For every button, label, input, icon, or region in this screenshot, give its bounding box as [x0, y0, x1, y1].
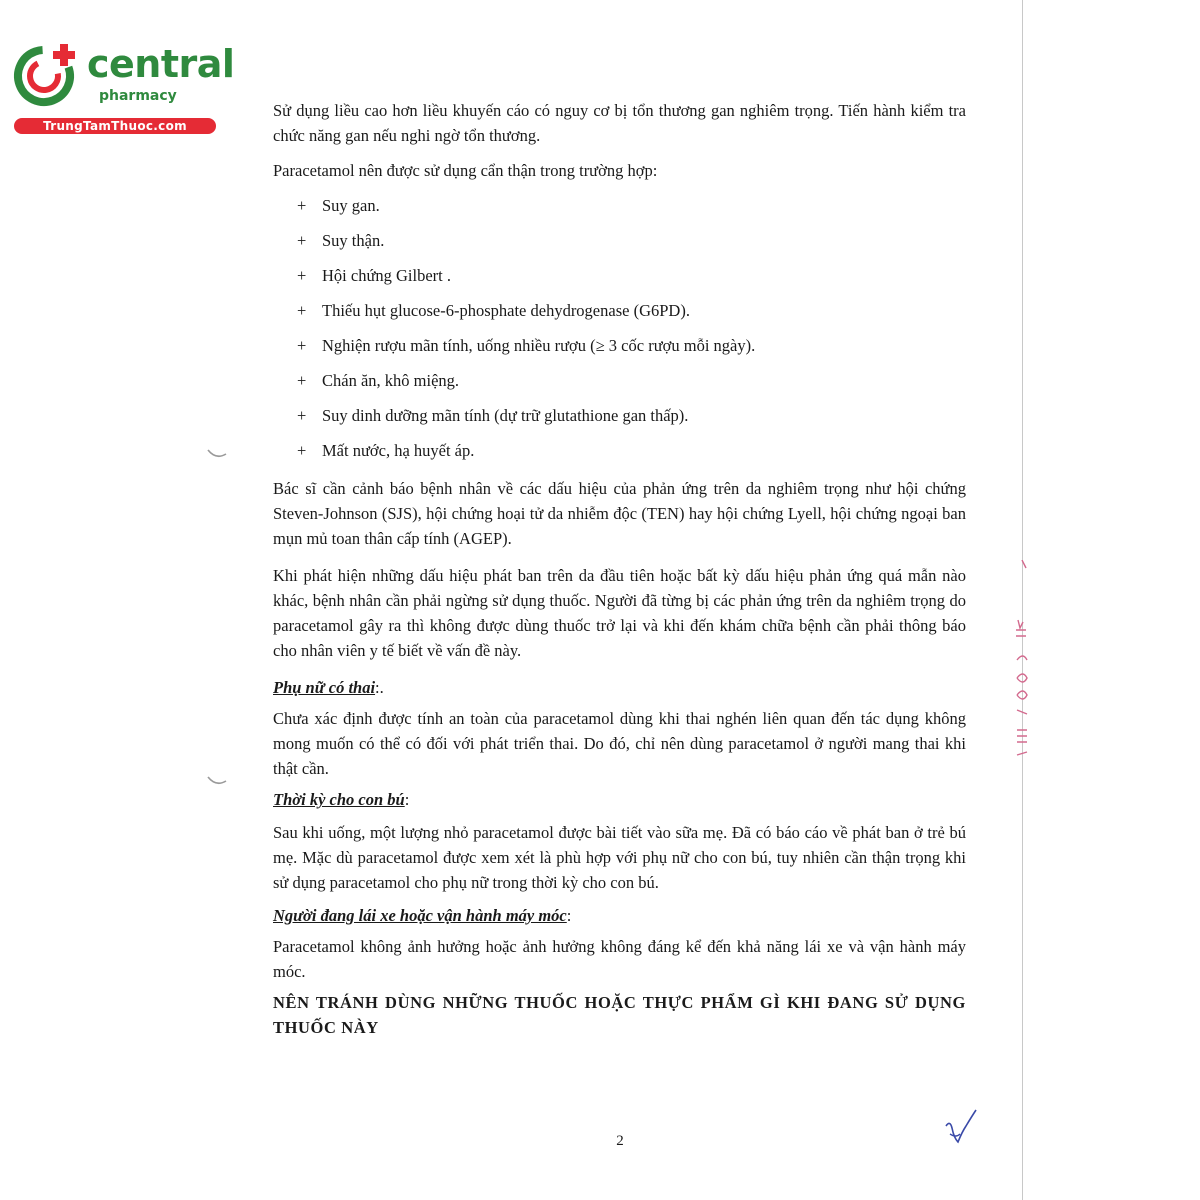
list-item: [273, 368, 966, 403]
bullet-mark: +: [297, 406, 307, 425]
paragraph-skin-warning: Bác sĩ cần cảnh báo bệnh nhân về các dấu hiệu của phản ứng trên da nghiêm trọng như hội chứng Steven-Johnson (SJS), hội chứng hoại tử da nhiễm độc (TEN) hay hội chứng Lyell, hội chứng ngoại ban mụn mủ toan thân cấp tính (AGEP).: [273, 479, 966, 548]
central-pharmacy-logo: [10, 38, 235, 136]
section-heading: NÊN TRÁNH DÙNG NHỮNG THUỐC HOẶC THỰC PHẨM GÌ KHI ĐANG SỬ DỤNG THUỐC NÀY: [273, 993, 966, 1037]
bullet-mark: +: [297, 371, 307, 390]
driving-heading-text: Người đang lái xe hoặc vận hành máy móc: [273, 906, 567, 925]
list-item: [273, 438, 966, 466]
paragraph-rash-action: Khi phát hiện những dấu hiệu phát ban trên da đầu tiên hoặc bất kỳ dấu hiệu phản ứng quá mẫn nào khác, bệnh nhân cần phải ngừng sử dụng thuốc. Người đã từng bị các phản ứng trên da nghiêm trọng do paracetamol gây ra thì không được dùng thuốc trở lại và khi đến khám chữa bệnh cần phải thông báo cho nhân viên y tế biết về vấn đề này.: [273, 566, 966, 660]
bullet-mark: +: [297, 196, 307, 215]
document-body: [273, 98, 966, 1040]
bullet-mark: +: [297, 336, 307, 355]
bullet-mark: +: [297, 231, 307, 250]
caution-list: [273, 193, 966, 466]
breastfeeding-body: Sau khi uống, một lượng nhỏ paracetamol được bài tiết vào sữa mẹ. Đã có báo cáo về phát ban ở trẻ bú mẹ. Mặc dù paracetamol được xem xét là phù hợp với phụ nữ cho con bú, tuy nhiên cần thận trọng khi sử dụng paracetamol cho phụ nữ trong thời kỳ cho con bú.: [273, 823, 966, 892]
breastfeeding-heading: [273, 787, 966, 812]
pregnancy-body: Chưa xác định được tính an toàn của paracetamol dùng khi thai nghén liên quan đến tác dụng không mong muốn có thể có đối với phát triển thai. Do đó, chỉ nên dùng paracetamol ở người mang thai khi thật cần.: [273, 709, 966, 778]
signature-mark: [940, 1108, 980, 1150]
punch-hole-mark: [206, 448, 228, 460]
list-item: [273, 228, 966, 263]
heading-suffix: :: [404, 790, 410, 809]
pharmacy-cross-icon: [10, 38, 82, 110]
list-item-text: Suy dinh dưỡng mãn tính (dự trữ glutathione gan thấp).: [322, 406, 689, 425]
driving-body: Paracetamol không ảnh hưởng hoặc ảnh hưởng không đáng kể đến khả năng lái xe và vận hành máy móc.: [273, 937, 966, 981]
margin-stamp-mark: [1008, 560, 1034, 770]
list-item-text: Nghiện rượu mãn tính, uống nhiều rượu (≥ 3 cốc rượu mỗi ngày).: [322, 336, 756, 355]
list-item-text: Hội chứng Gilbert .: [322, 266, 452, 285]
driving-heading: [273, 903, 966, 928]
bullet-mark: +: [297, 441, 307, 460]
list-item: [273, 263, 966, 298]
logo-brand: central: [87, 42, 235, 86]
bullet-mark: +: [297, 301, 307, 320]
paragraph-liver-risk: Sử dụng liều cao hơn liều khuyến cáo có nguy cơ bị tổn thương gan nghiêm trọng. Tiến hành kiểm tra chức năng gan nếu nghi ngờ tổn thương.: [273, 101, 966, 145]
list-item-text: Mất nước, hạ huyết áp.: [322, 441, 475, 460]
list-item: [273, 333, 966, 368]
bullet-mark: +: [297, 266, 307, 285]
list-item: [273, 298, 966, 333]
breastfeeding-heading-text: Thời kỳ cho con bú: [273, 790, 405, 809]
logo-url-badge: TrungTamThuoc.com: [14, 118, 216, 134]
heading-suffix: :.: [375, 678, 384, 697]
punch-hole-mark: [206, 775, 228, 787]
logo-tagline: pharmacy: [99, 88, 177, 104]
list-item-text: Suy thận.: [322, 231, 385, 250]
caution-intro: Paracetamol nên được sử dụng cẩn thận trong trường hợp:: [273, 161, 658, 180]
list-item-text: Chán ăn, khô miệng.: [322, 371, 460, 390]
list-item: [273, 403, 966, 438]
page-number: 2: [616, 1133, 624, 1149]
pregnancy-heading: [273, 675, 966, 700]
heading-suffix: :: [566, 906, 572, 925]
pregnancy-heading-text: Phụ nữ có thai: [273, 678, 376, 697]
list-item-text: Thiếu hụt glucose-6-phosphate dehydrogenase (G6PD).: [322, 301, 690, 320]
list-item: [273, 193, 966, 228]
list-item-text: Suy gan.: [322, 196, 380, 215]
